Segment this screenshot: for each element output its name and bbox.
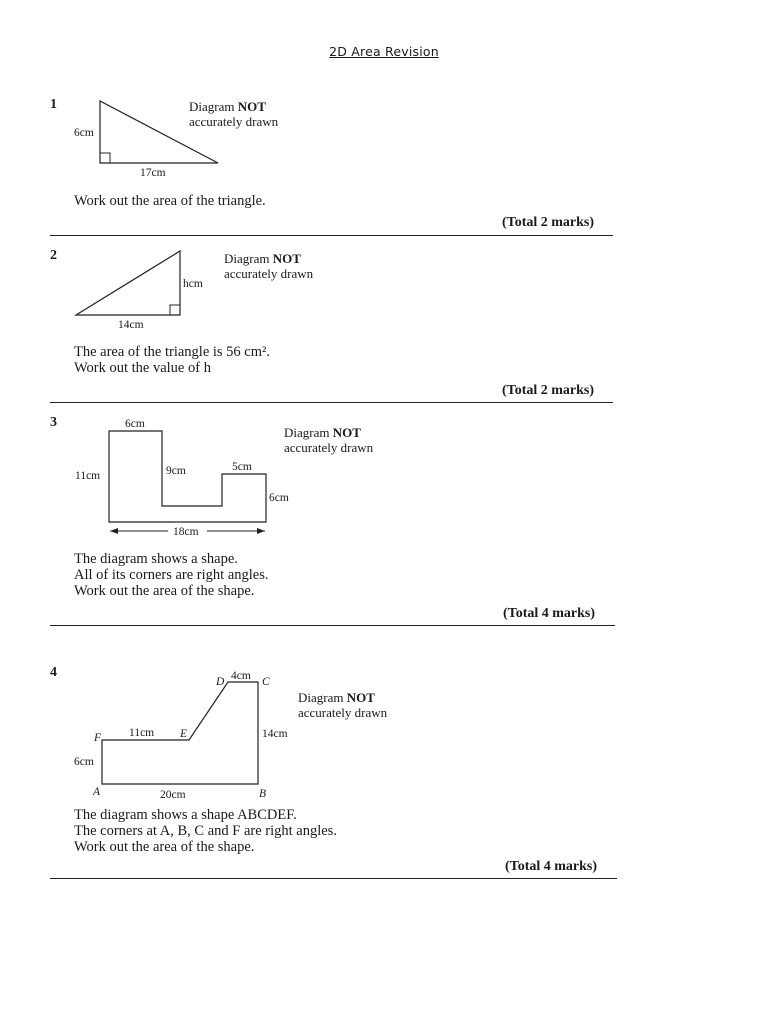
question-3-diagram-note: Diagram NOT accurately drawn [284,425,374,455]
vertex-f-label: F [94,732,102,744]
vertex-b-label: B [259,788,267,800]
right-height-label: 6cm [269,492,289,504]
height-label: hcm [183,278,203,290]
question-3-marks: (Total 4 marks) [503,606,596,621]
dc-label: 4cm [231,670,251,682]
base-label: 17cm [140,167,166,179]
question-1-diagram-note: Diagram NOT accurately drawn [189,99,279,129]
divider [50,878,617,879]
fe-label: 11cm [129,727,155,739]
question-3-text: The diagram shows a shape. All of its corners are right angles. Work out the area of the shape. [74,551,269,599]
question-4-text: The diagram shows a shape ABCDEF. The corners at A, B, C and F are right angles. Work out the area of the shape. [74,807,337,855]
inner-depth-label: 9cm [166,465,186,477]
base-label: 18cm [173,526,199,538]
question-4-marks: (Total 4 marks) [505,859,598,874]
question-4-diagram-note: Diagram NOT accurately drawn [298,690,388,720]
question-2-text: The area of the triangle is 56 cm². Work out the value of h [74,344,270,376]
height-label: 6cm [74,127,94,139]
question-2-marks: (Total 2 marks) [502,383,595,398]
vertex-e-label: E [180,728,188,740]
question-3-number: 3 [50,415,57,430]
ab-label: 20cm [160,789,186,801]
vertex-a-label: A [93,786,101,798]
left-height-label: 11cm [75,470,101,482]
base-label: 14cm [118,319,144,331]
question-2-number: 2 [50,248,57,263]
vertex-c-label: C [262,676,270,688]
top-width-label: 6cm [125,418,145,430]
fa-label: 6cm [74,756,94,768]
question-2-diagram-note: Diagram NOT accurately drawn [224,251,314,281]
question-1-text: Work out the area of the triangle. [74,193,266,209]
question-1-number: 1 [50,97,57,112]
question-1-marks: (Total 2 marks) [502,215,595,230]
question-4-number: 4 [50,665,57,680]
page-title: 2D Area Revision [329,44,439,59]
cb-label: 14cm [262,728,288,740]
step-width-label: 5cm [232,461,252,473]
vertex-d-label: D [216,676,225,688]
